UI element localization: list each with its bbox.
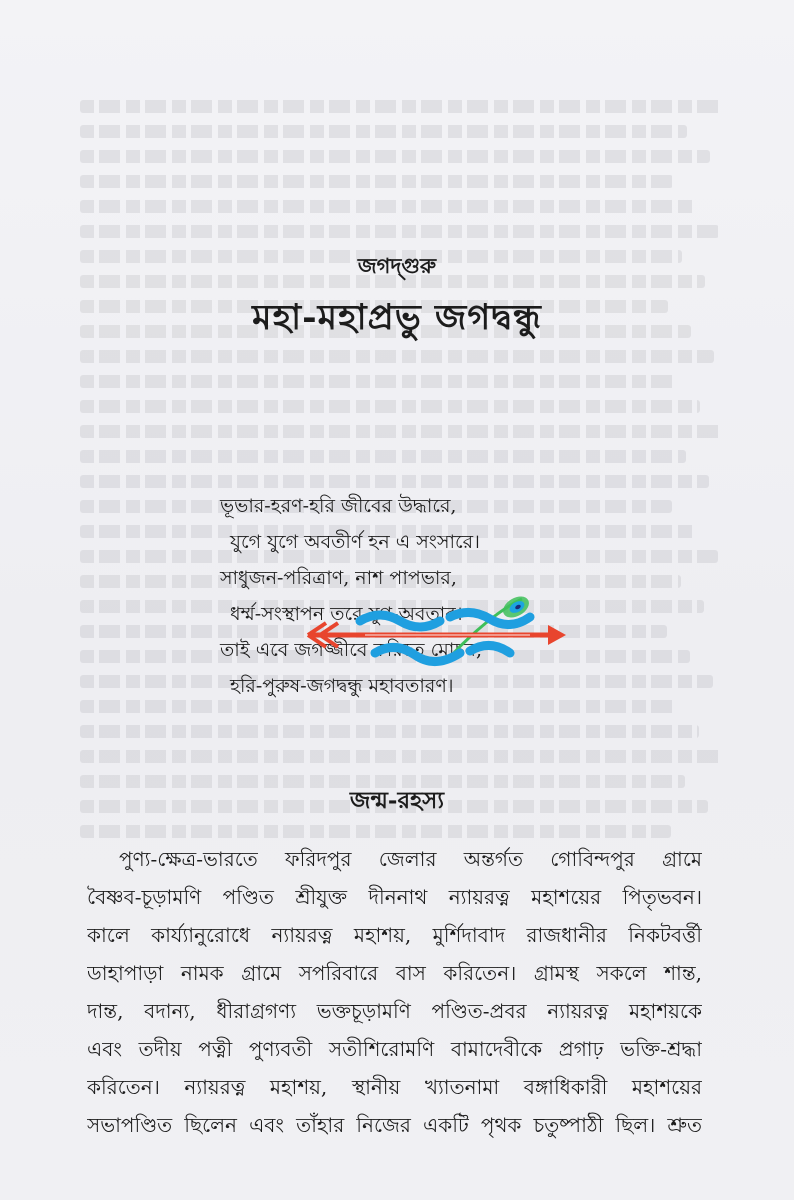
show-through-text bbox=[80, 100, 724, 840]
verse-line: ধর্ম্ম-সংস্থাপন তরে যুগ-অবতার। bbox=[230, 603, 463, 625]
body-line: সভাপণ্ডিত ছিলেন এবং তাঁহার নিজের একটি পৃথক চতুষ্পাঠী ছিল। শ্রুত bbox=[87, 1113, 702, 1137]
page-title: মহা-মহাপ্রভু জগদ্বন্ধু bbox=[252, 297, 542, 338]
show-through-line bbox=[80, 225, 719, 238]
verse-line: হরি-পুরুষ-জগদ্বন্ধু মহাবতারণ। bbox=[230, 675, 454, 697]
page-kicker: জগদ্গুরু bbox=[357, 253, 437, 278]
verse-line: যুগে যুগে অবতীর্ণ হন এ সংসারে। bbox=[230, 531, 480, 553]
body-line: কালে কার্য্যানুরোধে ন্যায়রত্ন মহাশয়, মুর্শিদাবাদ রাজধানীর নিকটবর্ত্তী bbox=[87, 923, 702, 947]
verse-line: তাই এবে জগজ্জীবে করিতে মোচন, bbox=[220, 639, 482, 661]
feather-arrow-logo bbox=[300, 595, 570, 685]
body-text bbox=[87, 840, 702, 1144]
show-through-line bbox=[80, 400, 700, 413]
show-through-line bbox=[80, 725, 699, 738]
show-through-line bbox=[80, 200, 696, 213]
verse-line: ভূভার-হরণ-হরি জীবের উদ্ধারে, bbox=[220, 495, 457, 517]
verse-line: সাধুজন-পরিত্রাণ, নাশ পাপভার, bbox=[220, 567, 457, 589]
show-through-line bbox=[80, 475, 709, 488]
body-line: ডাহাপাড়া নামক গ্রামে সপরিবারে বাস করিতেন। গ্রামস্থ সকলে শান্ত, bbox=[87, 961, 702, 985]
body-line: করিতেন। ন্যায়রত্ন মহাশয়, স্থানীয় খ্যাতনামা বঙ্গাধিকারী মহাশয়ের bbox=[87, 1075, 702, 1099]
section-heading: জন্ম-রহস্য bbox=[349, 787, 445, 814]
show-through-line bbox=[80, 175, 673, 188]
show-through-line bbox=[80, 350, 714, 363]
show-through-line bbox=[80, 375, 677, 388]
body-line: এবং তদীয় পত্নী পুণ্যবতী সতীশিরোমণি বামাদেবীকে প্রগাঢ় ভক্তি-শ্রদ্ধা bbox=[87, 1037, 702, 1061]
show-through-line bbox=[80, 150, 710, 163]
show-through-line bbox=[80, 750, 722, 763]
show-through-line bbox=[80, 425, 723, 438]
show-through-line bbox=[80, 825, 671, 838]
body-line: পুণ্য-ক্ষেত্র-ভারতে ফরিদপুর জেলার অন্তর্গত গোবিন্দপুর গ্রামে bbox=[119, 847, 702, 871]
feather-arrow-icon bbox=[300, 595, 570, 685]
show-through-line bbox=[80, 450, 686, 463]
body-line: বৈষ্ণব-চূড়ামণি পণ্ডিত শ্রীযুক্ত দীননাথ ন্যায়রত্ন মহাশয়ের পিতৃভবন। bbox=[87, 885, 702, 909]
show-through-line bbox=[80, 100, 724, 113]
body-line: দান্ত, বদান্য, ধীরাগ্রগণ্য ভক্তচূড়ামণি পণ্ডিত-প্রবর ন্যায়রত্ন মহাশয়কে bbox=[87, 999, 702, 1023]
show-through-line bbox=[80, 125, 687, 138]
